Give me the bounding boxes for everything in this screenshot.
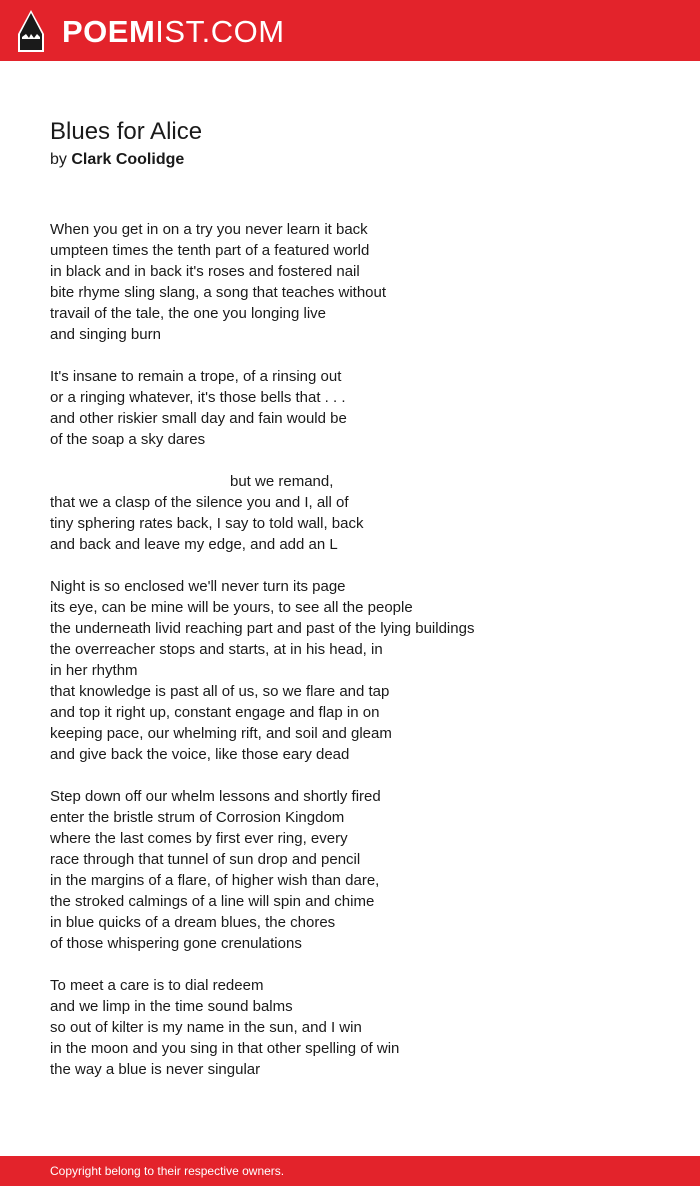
poem-title: Blues for Alice <box>50 118 203 145</box>
poem-line: in the margins of a flare, of higher wish than dare, <box>50 872 380 889</box>
poem-line: so out of kilter is my name in the sun, and I win <box>50 1019 362 1036</box>
poem-line: Night is so enclosed we'll never turn its page <box>50 578 346 595</box>
poem-line: race through that tunnel of sun drop and pencil <box>50 851 361 868</box>
poem-line: umpteen times the tenth part of a featured world <box>50 242 370 259</box>
poem-line: in her rhythm <box>50 662 138 679</box>
stanza <box>50 219 650 345</box>
poem-line: the stroked calmings of a line will spin and chime <box>50 893 375 910</box>
by-label: by <box>50 151 67 168</box>
poem-line: and other riskier small day and fain would be <box>50 410 347 427</box>
poem-line: that knowledge is past all of us, so we flare and tap <box>50 683 390 700</box>
poem-line: and top it right up, constant engage and flap in on <box>50 704 380 721</box>
poem-line: of the soap a sky dares <box>50 431 206 448</box>
author-name: Clark Coolidge <box>71 151 185 168</box>
poem-line: and give back the voice, like those eary dead <box>50 746 350 763</box>
poem-line: where the last comes by first ever ring, every <box>50 830 348 847</box>
poem-line: and we limp in the time sound balms <box>50 998 293 1015</box>
poem-line: the overreacher stops and starts, at in his head, in <box>50 641 383 658</box>
stanza <box>50 786 650 954</box>
poem-line: that we a clasp of the silence you and I, all of <box>50 494 349 511</box>
poem-line: Step down off our whelm lessons and shortly fired <box>50 788 381 805</box>
site-logo-link[interactable] <box>18 9 285 53</box>
poem-line: travail of the tale, the one you longing live <box>50 305 327 322</box>
poem-line: or a ringing whatever, it's those bells that . . . <box>50 389 346 406</box>
copyright-text: Copyright belong to their respective owners. <box>50 1164 285 1178</box>
poem-line: but we remand, <box>230 473 334 490</box>
poem-line: enter the bristle strum of Corrosion Kingdom <box>50 809 345 826</box>
poem-line: It's insane to remain a trope, of a rinsing out <box>50 368 342 385</box>
poem-line: and back and leave my edge, and add an L <box>50 536 338 553</box>
poem-line: To meet a care is to dial redeem <box>50 977 264 994</box>
poem-line: in blue quicks of a dream blues, the chores <box>50 914 336 931</box>
stanza <box>50 975 650 1080</box>
byline <box>50 149 184 170</box>
brand-name <box>62 13 285 49</box>
poem-line: the underneath livid reaching part and past of the lying buildings <box>50 620 475 637</box>
stanza <box>50 576 650 765</box>
poem-line: keeping pace, our whelming rift, and soil and gleam <box>50 725 392 742</box>
site-header <box>0 0 700 61</box>
poem-line: the way a blue is never singular <box>50 1061 261 1078</box>
site-footer <box>0 1156 700 1186</box>
poem-line: bite rhyme sling slang, a song that teaches without <box>50 284 387 301</box>
stanza <box>50 366 650 450</box>
stanza <box>50 471 650 555</box>
pencil-icon <box>18 10 44 52</box>
poem-line: in the moon and you sing in that other spelling of win <box>50 1040 400 1057</box>
poem-line: of those whispering gone crenulations <box>50 935 302 952</box>
brand-name-light: IST.COM <box>155 13 285 49</box>
brand-name-bold: POEM <box>62 13 156 49</box>
poem-line: in black and in back it's roses and fostered nail <box>50 263 360 280</box>
poem-line: tiny sphering rates back, I say to told wall, back <box>50 515 364 532</box>
poem-line: its eye, can be mine will be yours, to see all the people <box>50 599 413 616</box>
poem-body <box>50 219 650 1101</box>
poem-line: and singing burn <box>50 326 161 343</box>
poem-line: When you get in on a try you never learn it back <box>50 221 368 238</box>
